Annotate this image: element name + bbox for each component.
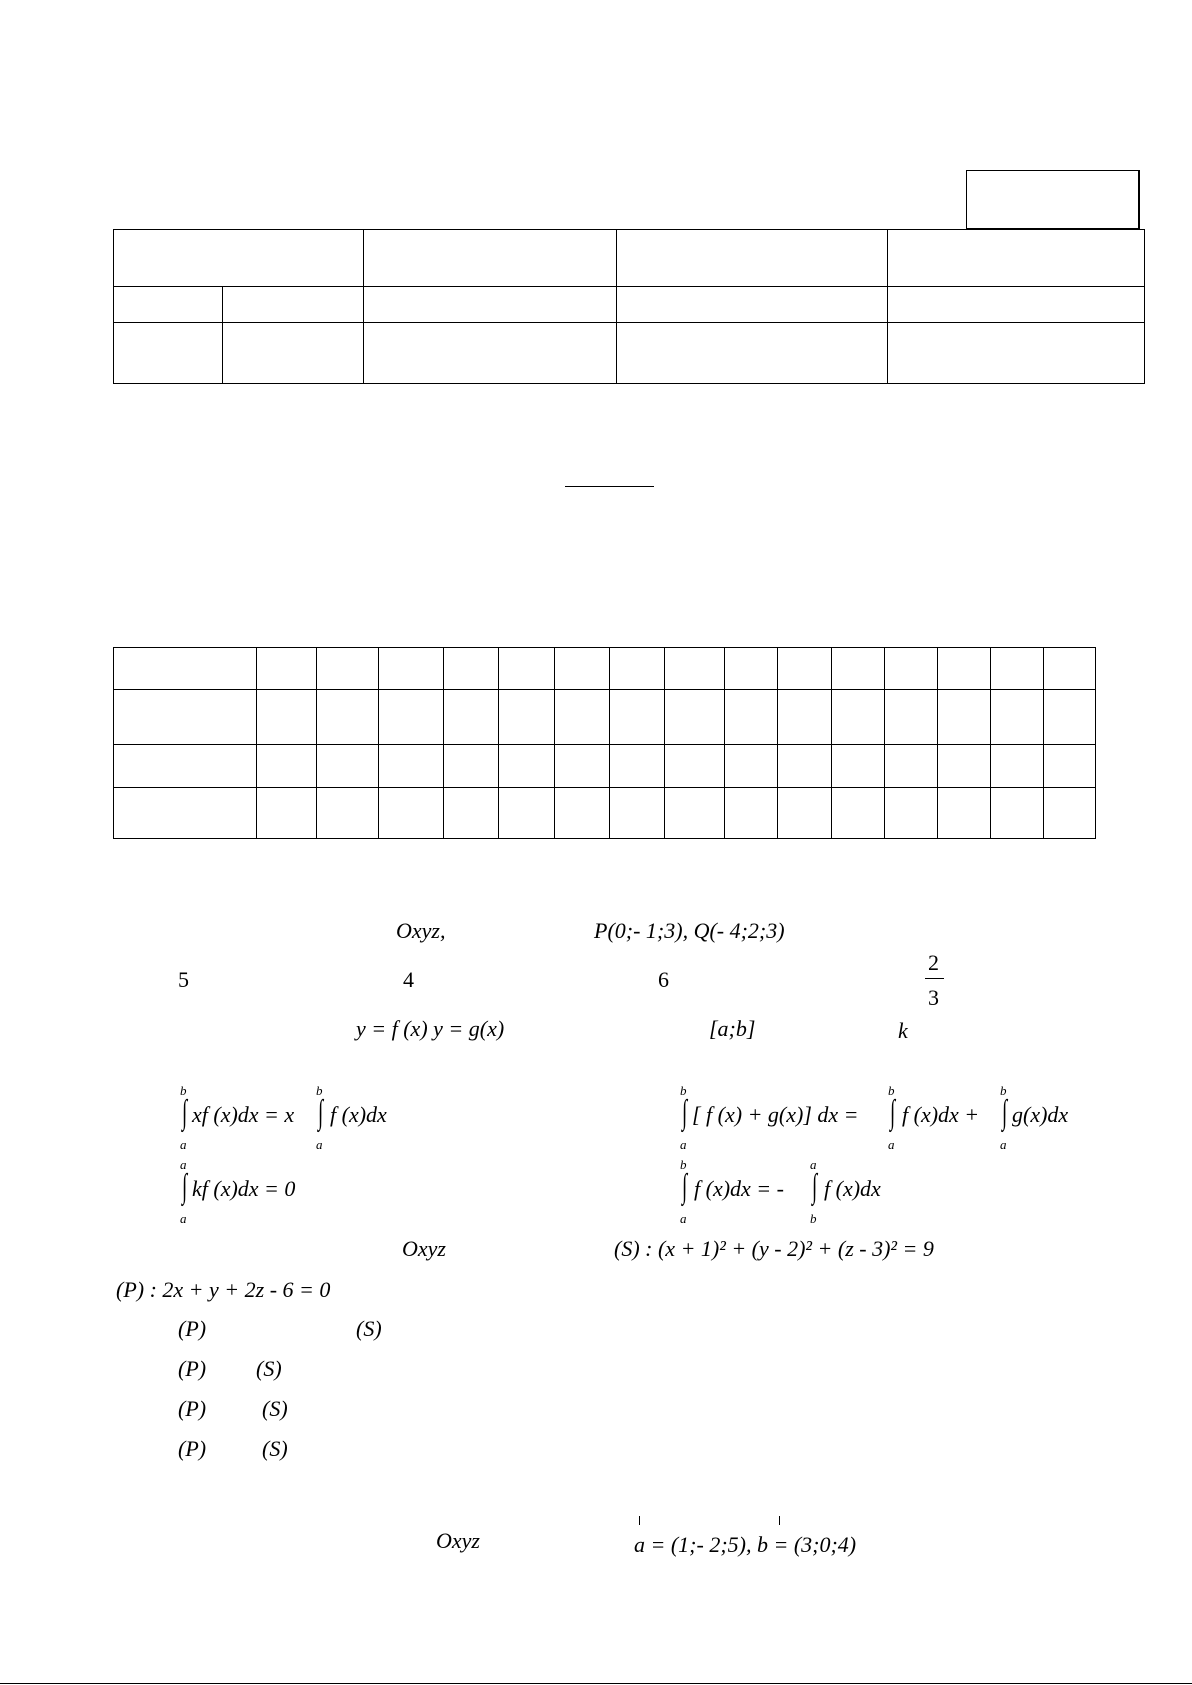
- q3-plane: (P) : 2x + y + 2z - 6 = 0: [116, 1277, 331, 1302]
- integral-sign-icon: ∫: [682, 1094, 688, 1131]
- q3-b-plane: (P): [178, 1356, 207, 1381]
- q3-sphere: (S) : (x + 1)² + (y - 2)² + (z - 3)² = 9: [614, 1236, 934, 1261]
- q1-option-c: 6: [658, 967, 669, 992]
- q4-vectors: a = (1;- 2;5), b = (3;0;4): [634, 1532, 857, 1557]
- title-underline: [565, 486, 654, 487]
- q2-c-upper-limit: a: [180, 1157, 187, 1172]
- q2-option-d-rhs: f (x)dx: [824, 1176, 881, 1201]
- q1-option-a: 5: [178, 967, 189, 992]
- exam-code-box: [966, 170, 1140, 230]
- q3-a-sphere: (S): [356, 1316, 382, 1341]
- integral-sign-icon: ∫: [182, 1094, 188, 1131]
- q2-functions: y = f (x) y = g(x): [356, 1016, 505, 1041]
- q2-b-lower-limit: a: [680, 1137, 687, 1152]
- q2-b3-upper-limit: b: [1000, 1083, 1007, 1098]
- integral-sign-icon: ∫: [890, 1094, 896, 1131]
- q2-option-a-lhs: xf (x)dx = x: [192, 1102, 295, 1127]
- q3-c-sphere: (S): [262, 1396, 288, 1421]
- q2-a2-lower-limit: a: [316, 1137, 323, 1152]
- q2-d-lower-limit: a: [680, 1211, 687, 1226]
- q3-b-sphere: (S): [256, 1356, 282, 1381]
- integral-sign-icon: ∫: [812, 1168, 818, 1205]
- vector-arrow-icon: [779, 1516, 780, 1525]
- integral-sign-icon: ∫: [318, 1094, 324, 1131]
- q2-b2-lower-limit: a: [888, 1137, 895, 1152]
- q1-option-b: 4: [403, 967, 414, 992]
- q2-b3-lower-limit: a: [1000, 1137, 1007, 1152]
- q2-b2-upper-limit: b: [888, 1083, 895, 1098]
- q2-d-upper-limit: b: [680, 1157, 687, 1172]
- q1-fraction-bar: [925, 978, 944, 979]
- q2-option-d-lhs: f (x)dx = -: [694, 1176, 784, 1201]
- q2-a-upper-limit: b: [180, 1083, 187, 1098]
- q2-interval: [a;b]: [709, 1016, 756, 1041]
- q2-d2-lower-limit: b: [810, 1211, 817, 1226]
- q1-option-d-numerator: 2: [928, 950, 939, 975]
- integral-sign-icon: ∫: [1002, 1094, 1008, 1131]
- integral-sign-icon: ∫: [682, 1168, 688, 1205]
- q1-points: P(0;- 1;3), Q(- 4;2;3): [594, 918, 785, 943]
- q3-d-plane: (P): [178, 1436, 207, 1461]
- q2-option-b-mid: f (x)dx +: [902, 1102, 980, 1127]
- vector-arrow-icon: [639, 1516, 640, 1525]
- page-bottom-rule: [0, 1683, 1192, 1684]
- q3-space: Oxyz: [402, 1236, 446, 1261]
- q3-d-sphere: (S): [262, 1436, 288, 1461]
- q3-a-plane: (P): [178, 1316, 207, 1341]
- q2-b-upper-limit: b: [680, 1083, 687, 1098]
- q1-space: Oxyz,: [396, 918, 446, 943]
- q2-option-a-rhs: f (x)dx: [330, 1102, 387, 1127]
- integral-sign-icon: ∫: [182, 1168, 188, 1205]
- q2-d2-upper-limit: a: [810, 1157, 817, 1172]
- q2-option-c: kf (x)dx = 0: [192, 1176, 296, 1201]
- q2-constant: k: [898, 1018, 908, 1043]
- q2-a2-upper-limit: b: [316, 1083, 323, 1098]
- q2-option-b-rhs: g(x)dx: [1012, 1102, 1069, 1127]
- q4-space: Oxyz: [436, 1528, 480, 1553]
- q1-option-d-denominator: 3: [928, 985, 939, 1010]
- q2-a-lower-limit: a: [180, 1137, 187, 1152]
- q3-c-plane: (P): [178, 1396, 207, 1421]
- q2-c-lower-limit: a: [180, 1211, 187, 1226]
- q2-option-b-lhs: [ f (x) + g(x)] dx =: [692, 1102, 859, 1127]
